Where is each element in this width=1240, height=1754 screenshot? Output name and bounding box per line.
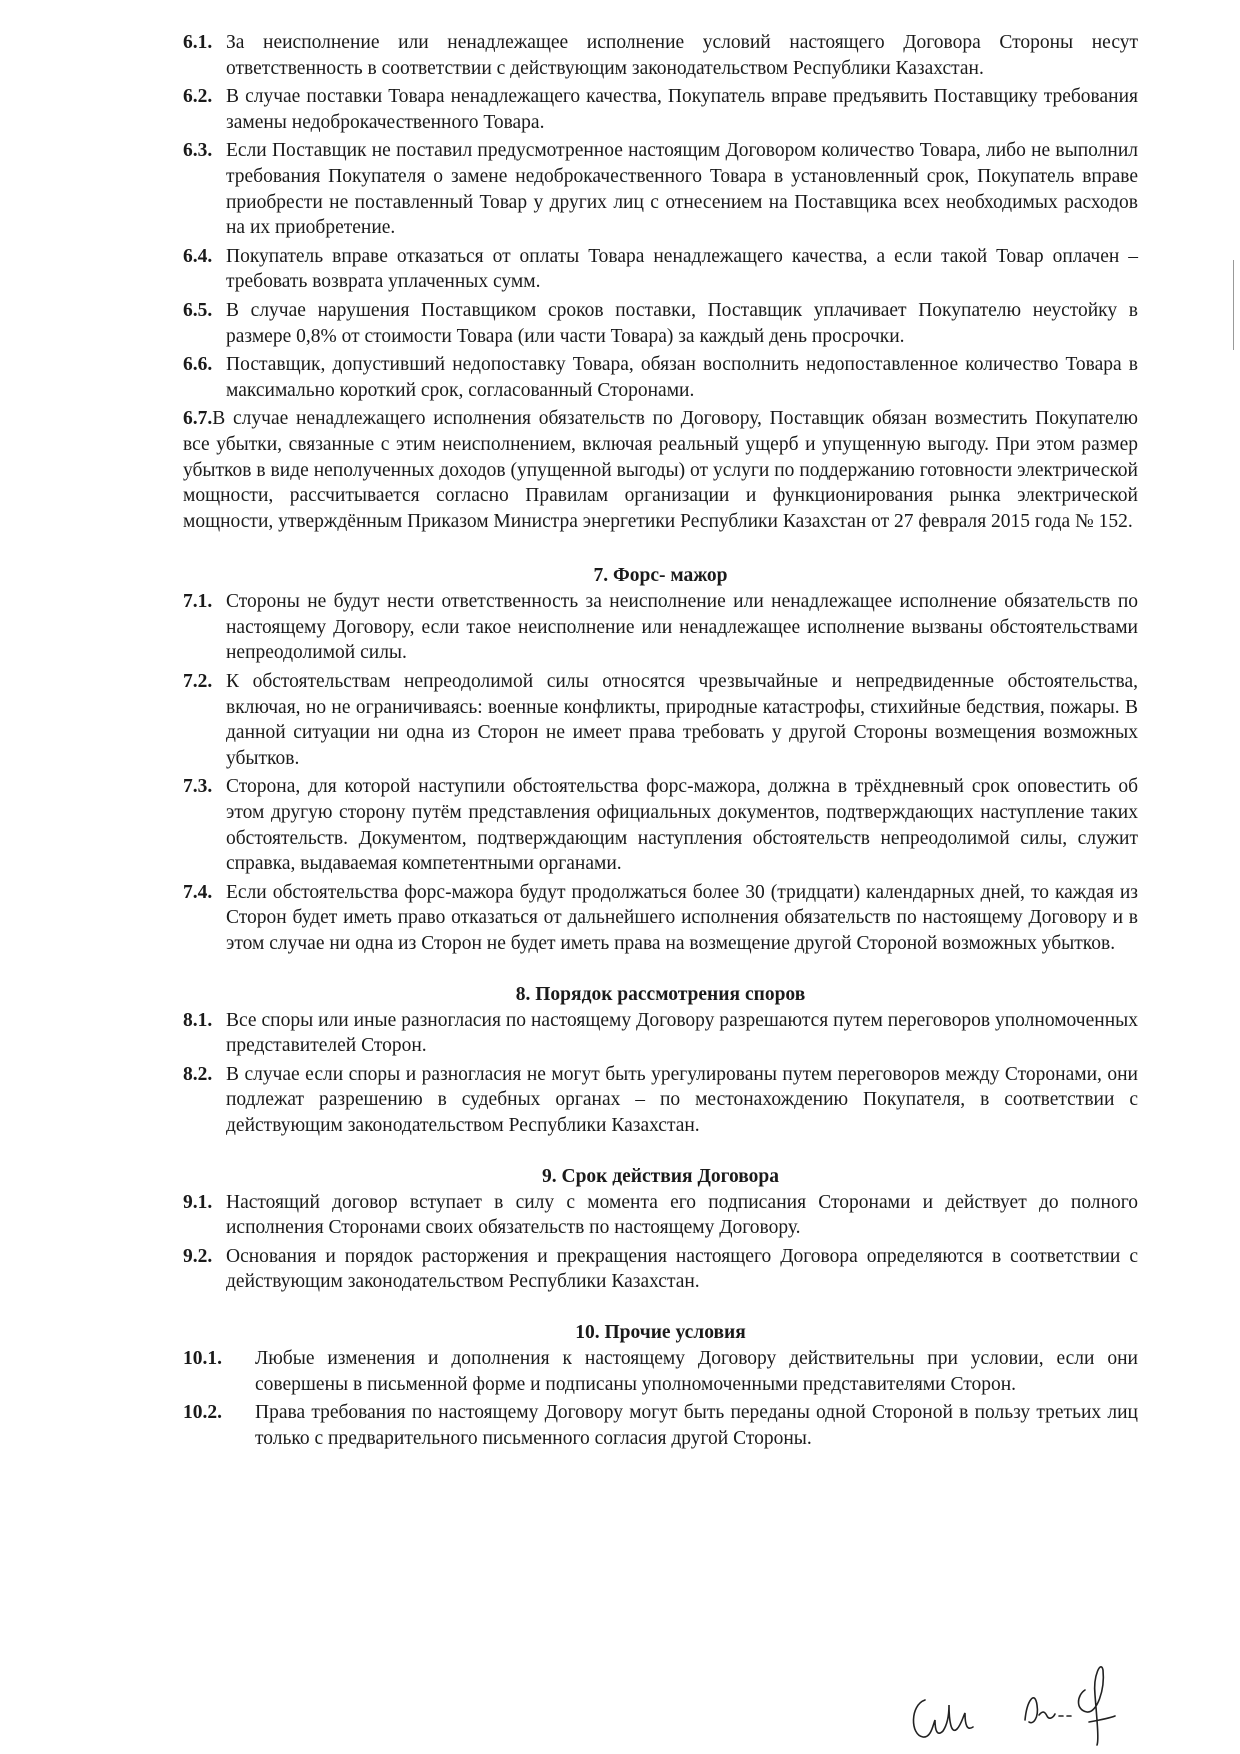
clause-item xyxy=(183,880,1138,957)
signature-left xyxy=(905,1685,985,1745)
clause-text: Основания и порядок расторжения и прекращения настоящего Договора определяются в соответствии с действующим законодательством Республики Казахстан. xyxy=(226,1245,1138,1293)
clause-number: 8.2. xyxy=(183,1063,213,1085)
clause-item xyxy=(183,1244,1138,1295)
clause-number: 9.1. xyxy=(183,1191,213,1213)
section-heading: 9. Срок действия Договора xyxy=(541,1165,779,1187)
clause-number: 10.2. xyxy=(183,1402,222,1424)
contract-body xyxy=(183,30,1138,1454)
clause-item xyxy=(183,298,1138,349)
clause-text: Любые изменения и дополнения к настоящему Договору действительны при условии, если они совершены в письменной форме и подписаны уполномоченными представителями Сторон. xyxy=(255,1347,1138,1395)
clause-number: 6.6. xyxy=(183,354,213,376)
clause-item xyxy=(183,1400,1138,1451)
clause-text: В случае нарушения Поставщиком сроков поставки, Поставщик уплачивает Покупателю неустойку в размере 0,8% от стоимости Товара (или части Товара) за каждый день просрочки. xyxy=(226,299,1138,347)
clause-number: 6.2. xyxy=(183,86,213,108)
clause-number: 6.3. xyxy=(183,140,213,162)
clause-item xyxy=(183,244,1138,295)
section-spacer xyxy=(183,960,1138,982)
clause-number: 6.7. xyxy=(183,408,213,430)
signature-right xyxy=(1015,1650,1135,1750)
section-heading: 7. Форс- мажор xyxy=(593,565,728,587)
clause-text: Настоящий договор вступает в силу с момента его подписания Сторонами и действует до полного исполнения Сторонами своих обязательств по настоящему Договору. xyxy=(226,1191,1138,1239)
clause-text: За неисполнение или ненадлежащее исполнение условий настоящего Договора Стороны несут ответственность в соответствии с действующим законодательством Республики Казахстан. xyxy=(226,32,1138,79)
scan-margin-mark xyxy=(1233,260,1234,350)
clause-text: В случае поставки Товара ненадлежащего качества, Покупатель вправе предъявить Поставщику требования замены недоброкачественного Товара. xyxy=(226,86,1138,133)
clause-item xyxy=(183,406,1138,534)
clause-item xyxy=(183,1008,1138,1059)
clause-text: Если обстоятельства форс-мажора будут продолжаться более 30 (тридцати) календарных дней, то каждая из Сторон будет иметь право отказаться от дальнейшего исполнения обязательств по настоящему Договору и в этом случае ни одна из Сторон не будет иметь права на возмещение другой Стороной возможных убытков. xyxy=(226,881,1138,954)
clause-text: Права требования по настоящему Договору могут быть переданы одной Стороной в пользу третьих лиц только с предварительного письменного согласия другой Стороны. xyxy=(255,1402,1138,1449)
clause-item xyxy=(183,1190,1138,1241)
clause-number: 8.1. xyxy=(183,1009,213,1031)
clause-text: Сторона, для которой наступили обстоятельства форс-мажора, должна в трёхдневный срок оповестить об этом другую сторону путём представления официальных документов, подтверждающих наступление таких обстоятельств. Документом, подтверждающим наступления обстоятельств непреодолимой силы, служит справка, выдаваемая компетентными органами. xyxy=(226,776,1138,875)
clause-number: 7.4. xyxy=(183,881,213,903)
clause-item xyxy=(183,138,1138,240)
clause-text: Все споры или иные разногласия по настоящему Договору разрешаются путем переговоров уполномоченных представителей Сторон. xyxy=(226,1009,1138,1057)
clause-item xyxy=(183,774,1138,876)
clause-item xyxy=(183,84,1138,135)
clause-item xyxy=(183,352,1138,403)
clause-text: Если Поставщик не поставил предусмотренное настоящим Договором количество Товара, либо не выполнил требования Покупателя о замене недоброкачественного Товара в установленный срок, Покупатель вправе приобрести не поставленный Товар у других лиц с отнесением на Поставщика всех необходимых расходов на их приобретение. xyxy=(226,140,1138,239)
clause-number: 6.1. xyxy=(183,32,213,53)
section-spacer xyxy=(183,1298,1138,1320)
section-heading: 8. Порядок рассмотрения споров xyxy=(515,983,806,1005)
clause-number: 9.2. xyxy=(183,1245,213,1267)
clause-number: 6.4. xyxy=(183,245,213,267)
clause-number: 10.1. xyxy=(183,1347,222,1369)
clause-text: В случае если споры и разногласия не могут быть урегулированы путем переговоров между Сторонами, они подлежат разрешению в судебных органах – по местонахождению Покупателя, в соответствии с действующим законодательством Республики Казахстан. xyxy=(226,1063,1138,1136)
clause-item xyxy=(183,589,1138,666)
clause-item xyxy=(183,1346,1138,1397)
section-spacer xyxy=(183,1142,1138,1164)
clause-text: Покупатель вправе отказаться от оплаты Товара ненадлежащего качества, а если такой Товар оплачен – требовать возврата уплаченных сумм. xyxy=(226,245,1138,293)
clause-text: К обстоятельствам непреодолимой силы относятся чрезвычайные и непредвиденные обстоятельства, включая, но не ограничиваясь: военные конфликты, природные катастрофы, стихийные бедствия, пожары. В данной ситуации ни одна из Сторон не имеет права требовать у другой Стороны возмещения возможных убытков. xyxy=(226,671,1138,769)
section-heading: 10. Прочие условия xyxy=(575,1321,746,1343)
section-spacer xyxy=(183,537,1138,563)
clause-item xyxy=(183,1062,1138,1139)
clause-item xyxy=(183,669,1138,771)
clause-item xyxy=(183,30,1138,81)
clause-number: 7.2. xyxy=(183,671,213,693)
clause-number: 7.1. xyxy=(183,591,213,613)
clause-text: В случае ненадлежащего исполнения обязательств по Договору, Поставщик обязан возместить Покупателю все убытки, связанные с этим неисполнением, включая реальный ущерб и упущенную выгоду. При этом размер убытков в виде неполученных доходов (упущенной выгоды) от услуги по поддержанию готовности электрической мощности, рассчитывается согласно Правилам организации и функционирования рынка электрической мощности, утверждённым Приказом Министра энергетики Республики Казахстан от 27 февраля 2015 года № 152. xyxy=(183,408,1138,532)
clause-text: Поставщик, допустивший недопоставку Товара, обязан восполнить недопоставленное количество Товара в максимально короткий срок, согласованный Сторонами. xyxy=(226,354,1138,401)
clause-number: 6.5. xyxy=(183,299,213,321)
clause-text: Стороны не будут нести ответственность за неисполнение или ненадлежащее исполнение обязательств по настоящему Договору, если такое неисполнение или ненадлежащее исполнение вызваны обстоятельствами непреодолимой силы. xyxy=(226,591,1138,664)
clause-number: 7.3. xyxy=(183,776,213,798)
